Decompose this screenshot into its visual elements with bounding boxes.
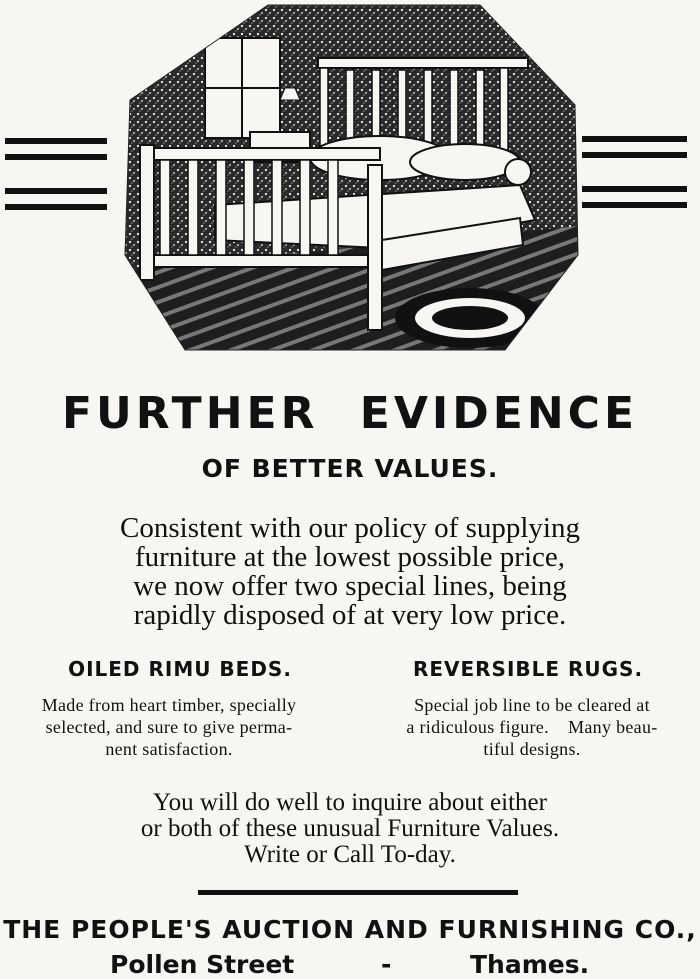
company-name: THE PEOPLE'S AUCTION AND FURNISHING CO., xyxy=(3,915,697,944)
intro-line: we now offer two special lines, being xyxy=(133,570,567,602)
beds-heading: OILED RIMU BEDS. xyxy=(68,657,292,681)
beds-line: nent satisfaction. xyxy=(105,739,233,759)
closing-line: or both of these unusual Furniture Values. xyxy=(140,815,560,842)
rugs-description xyxy=(364,694,700,760)
decorative-bars-right xyxy=(582,136,687,208)
intro-line: furniture at the lowest possible price, xyxy=(134,541,566,573)
subheadline: OF BETTER VALUES. xyxy=(201,454,499,483)
closing-paragraph xyxy=(60,790,640,868)
town-name: Thames. xyxy=(470,950,590,979)
address-separator: - xyxy=(381,950,392,979)
bed-illustration xyxy=(0,0,700,370)
divider-rule xyxy=(198,890,518,895)
decorative-bars-left xyxy=(5,138,107,210)
headline: FURTHER EVIDENCE xyxy=(61,388,638,439)
beds-line: selected, and sure to give perma- xyxy=(45,717,293,737)
closing-line: Write or Call To-day. xyxy=(244,841,456,868)
intro-line: Consistent with our policy of supplying xyxy=(120,512,580,544)
beds-description xyxy=(0,694,338,760)
rugs-line: tiful designs. xyxy=(483,739,581,759)
street-name: Pollen Street xyxy=(110,950,295,979)
rugs-line: a ridiculous figure. Many beau- xyxy=(406,717,658,737)
beds-line: Made from heart timber, specially xyxy=(41,695,297,715)
rugs-line: Special job line to be cleared at xyxy=(414,695,650,715)
intro-line: rapidly disposed of at very low price. xyxy=(133,599,567,631)
rugs-heading: REVERSIBLE RUGS. xyxy=(412,657,644,681)
closing-line: You will do well to inquire about either xyxy=(153,789,547,816)
intro-paragraph xyxy=(90,514,610,630)
